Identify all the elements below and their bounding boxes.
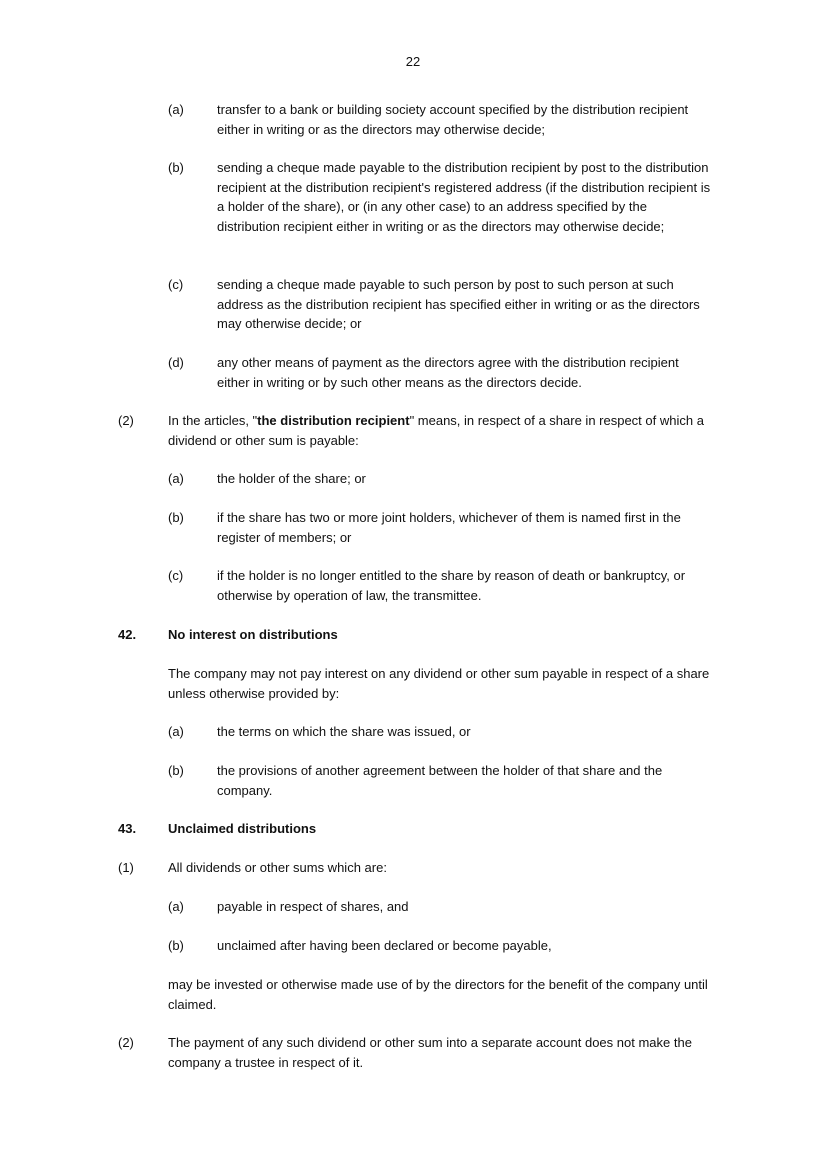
section-title: Unclaimed distributions <box>168 821 317 836</box>
item-label: (d) <box>168 355 184 370</box>
item-label: (a) <box>168 471 184 486</box>
item-label: (a) <box>168 899 184 914</box>
clause-1-continuation: may be invested or otherwise made use of by the directors for the benefit of the company until claimed. <box>168 977 708 1012</box>
clause-text-pre: In the articles, " <box>168 413 258 428</box>
item-label: (c) <box>168 568 184 583</box>
list-item <box>168 566 712 605</box>
clause-label: (1) <box>118 860 134 875</box>
list-item <box>168 275 712 334</box>
clause-text: All dividends or other sums which are: <box>168 860 387 875</box>
section-42-intro: The company may not pay interest on any dividend or other sum payable in respect of a share unless otherwise provided by: <box>168 666 710 701</box>
page-number: 22 <box>405 54 421 69</box>
clause-1 <box>118 858 713 878</box>
section-number: 42. <box>118 627 137 642</box>
item-label: (a) <box>168 724 184 739</box>
item-label: (a) <box>168 102 184 117</box>
list-item <box>168 761 712 800</box>
clause-text-post: " means, in respect of a share in respect of which a dividend or other sum is payable: <box>168 413 704 448</box>
list-item <box>168 936 712 956</box>
section-43-heading <box>118 819 713 839</box>
item-label: (b) <box>168 160 184 175</box>
defined-term: the distribution recipient <box>257 413 410 428</box>
list-item <box>168 353 712 392</box>
item-text: payable in respect of shares, and <box>217 899 409 914</box>
item-text: if the share has two or more joint holders, whichever of them is named first in the register of members; or <box>217 510 681 545</box>
item-text: the holder of the share; or <box>217 471 366 486</box>
list-item <box>168 897 712 917</box>
clause-text: The payment of any such dividend or other sum into a separate account does not make the company a trustee in respect of it. <box>168 1035 692 1070</box>
list-item <box>168 100 712 139</box>
item-text: the terms on which the share was issued, or <box>217 724 471 739</box>
section-number: 43. <box>118 821 137 836</box>
item-text: if the holder is no longer entitled to the share by reason of death or bankruptcy, or otherwise by operation of law, the transmittee. <box>217 568 686 603</box>
item-text: any other means of payment as the directors agree with the distribution recipient either in writing or by such other means as the directors decide. <box>217 355 679 390</box>
clause-label: (2) <box>118 413 134 428</box>
list-item <box>168 158 712 236</box>
item-text: transfer to a bank or building society account specified by the distribution recipient either in writing or as the directors may otherwise decide; <box>217 102 689 137</box>
item-label: (b) <box>168 938 184 953</box>
list-item <box>168 469 712 489</box>
item-text: sending a cheque made payable to the distribution recipient by post to the distribution recipient at the distribution recipient's registered address (if the distribution recipient is a holder of the share), or (in any other case) to an address specified by the distribution recipient either in writing or as the directors may otherwise decide; <box>217 160 711 234</box>
item-text: the provisions of another agreement between the holder of that share and the company. <box>217 763 663 798</box>
section-title: No interest on distributions <box>168 627 338 642</box>
item-label: (c) <box>168 277 184 292</box>
list-item <box>168 722 712 742</box>
item-label: (b) <box>168 510 184 525</box>
clause-2 <box>118 1033 713 1072</box>
clause-label: (2) <box>118 1035 134 1050</box>
list-item <box>168 508 712 547</box>
item-text: sending a cheque made payable to such person by post to such person at such address as the distribution recipient has specified either in writing or as the directors may otherwise decide; or <box>217 277 700 331</box>
item-text: unclaimed after having been declared or become payable, <box>217 938 552 953</box>
item-label: (b) <box>168 763 184 778</box>
clause-2 <box>118 411 713 450</box>
clause-text <box>168 411 713 450</box>
section-42-heading <box>118 625 713 645</box>
